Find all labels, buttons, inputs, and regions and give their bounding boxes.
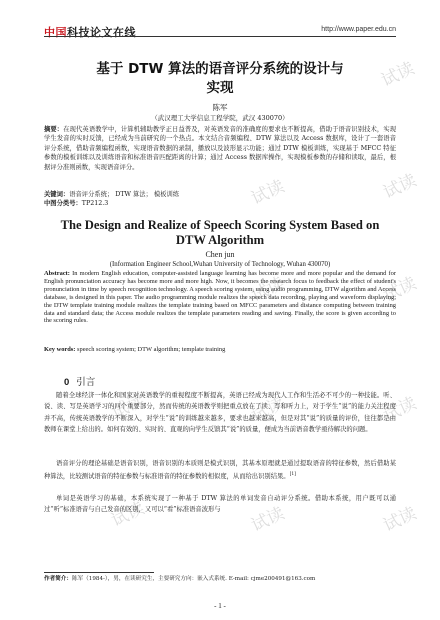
watermark: 试读	[248, 393, 288, 427]
page-number: - 1 -	[214, 602, 226, 610]
title-en-line-1: The Design and Realize of Speech Scoring System Based on	[60, 218, 380, 232]
keywords-en-text: speech scoring system; DTW algorithm; template training	[75, 346, 226, 353]
watermark: 试读	[248, 176, 288, 210]
abstract-zh-label: 摘要：	[44, 126, 64, 133]
watermark: 试读	[248, 503, 288, 537]
watermark: 试读	[380, 393, 420, 427]
affiliation-zh: （武汉理工大学信息工程学院，武汉 430070）	[151, 114, 289, 122]
keywords-zh-label: 关键词：	[44, 191, 70, 198]
section-title: 引言	[76, 377, 96, 388]
abstract-en-label: Abstract:	[44, 270, 70, 277]
watermark: 试读	[108, 390, 148, 424]
watermark: 试读	[380, 503, 420, 537]
clc-label: 中图分类号：	[44, 200, 82, 207]
affiliation-en: (Information Engineer School,Wuhan University of Technology, Wuhan 430070)	[109, 261, 331, 268]
paper-title-en	[44, 218, 396, 248]
author-zh: 陈军	[212, 103, 228, 112]
site-logo[interactable]	[44, 24, 136, 40]
watermark: 试读	[380, 170, 420, 204]
keywords-en-label: Key words:	[44, 346, 76, 353]
classification-number	[44, 199, 396, 208]
header-divider	[44, 36, 396, 37]
section-heading	[64, 374, 95, 388]
keywords-en	[44, 346, 396, 354]
clc-value: TP212.3	[81, 200, 109, 207]
paragraph-text: 语音评分的理论基础是语音识别，语音识别的本质则是模式识别，其基本原理就是通过提取语音的特征参数，然后借助某种算法，比较测试语音的特征参数与标准语音的特征参数的相似度，从而给出识别结果。	[44, 460, 396, 481]
body-paragraph: 单词是英语学习的基础，本系统实现了一种基于 DTW 算法的单词发音自动评分系统。借助本系统，用户既可以通过“听”标准语音与自己发音的区别，又可以“看”标准语音波形与	[44, 495, 396, 514]
abstract-zh-text: 在现代英语教学中，计算机辅助教学正日益普及，对英语发音的准确度的要求也不断提高，借助于语音识别技术，实现学生发音的实时反馈，已经成为当前研究的一个热点。本文结合音频编程、DTW 算法以及 Access 数据库，设计了一套语音评分系统，借助音频编程函数，实现语音数据的录制，播放以及波形显示功能；通过 DTW 模板训练，实现基于 MFCC 特征参数的模板训练以及训练语音和标准语音匹配距离的计算；通过 Access 数据库操作，实现模板参数的存储和读取，最后，根据评分准则函数，实现语音评分。	[44, 126, 397, 171]
footnote-text: 陈军（1984-），男，在读研究生，主要研究方向：嵌入式系统. E-mail: cjme200491@163.com	[71, 576, 316, 582]
title-en-line-2: DTW Algorithm	[175, 233, 265, 247]
abstract-zh	[44, 125, 396, 172]
body-paragraph: 随着全球经济一体化和国家对英语教学的重视程度不断提高，英语已经成为现代人工作和生活必不可少的一种技能。听、说、读、写是英语学习的四个重要部分，然而传统的英语教学则把重点放在了读、写和听力上，对于学生“说”的能力关注程度并不高，传统英语教学的不断深入，对学生“说”的训练越来越多，要求也越来越高，但是对其“说”的质量的评价，往往都是由教师在课堂上给出的。如何有效的、实时的、直观的向学生反馈其“说”的质量，便成为当前语音教学亟待解决的问题。	[44, 392, 396, 434]
watermark: 试读	[378, 58, 418, 92]
author-en: Chen jun	[205, 250, 235, 259]
section-number: 0	[64, 377, 70, 388]
body-paragraph	[44, 458, 396, 483]
watermark: 试读	[108, 498, 148, 532]
footnote-divider	[44, 572, 154, 573]
footnote-label: 作者简介：	[44, 576, 72, 582]
site-header	[0, 0, 440, 39]
site-url-link[interactable]: http://www.paper.edu.cn	[321, 26, 396, 33]
logo-dark-text: 科技论文在线	[67, 26, 136, 39]
citation-marker[interactable]: [1]	[289, 472, 296, 478]
logo-red-text: 中国	[44, 26, 67, 39]
keywords-zh-text: 语音评分系统； DTW 算法； 模板训练	[69, 191, 180, 198]
author-footnote	[44, 575, 396, 583]
keywords-zh	[44, 190, 396, 199]
watermark: 试读	[380, 273, 420, 307]
title-zh-line-2: 实现	[206, 80, 234, 96]
watermark: 试读	[248, 273, 288, 307]
abstract-en-text: In modern English education, computer-assisted language learning has become more and more popular and the demand for English pronunciation accuracy has become more and more high. Now, it becomes the research focus to feedback the effect of student's pronunciation in time by speech recognition technology. A speech scoring system, using audio programming, DTW algorithm and Access database, is designed in this paper. The audio programming module realizes the speech data recording, playing and waveform displaying; the DTW template training module realizes the template training based on MFCC parameters and distance computing between training data and standard data; the Access module realizes the template parameters reading and saving. Finally, the score is given according to the scoring rules.	[44, 270, 396, 325]
title-zh-line-1: 基于 DTW 算法的语音评分系统的设计与	[96, 61, 344, 77]
abstract-en	[44, 270, 396, 325]
paper-title-zh	[44, 60, 396, 98]
